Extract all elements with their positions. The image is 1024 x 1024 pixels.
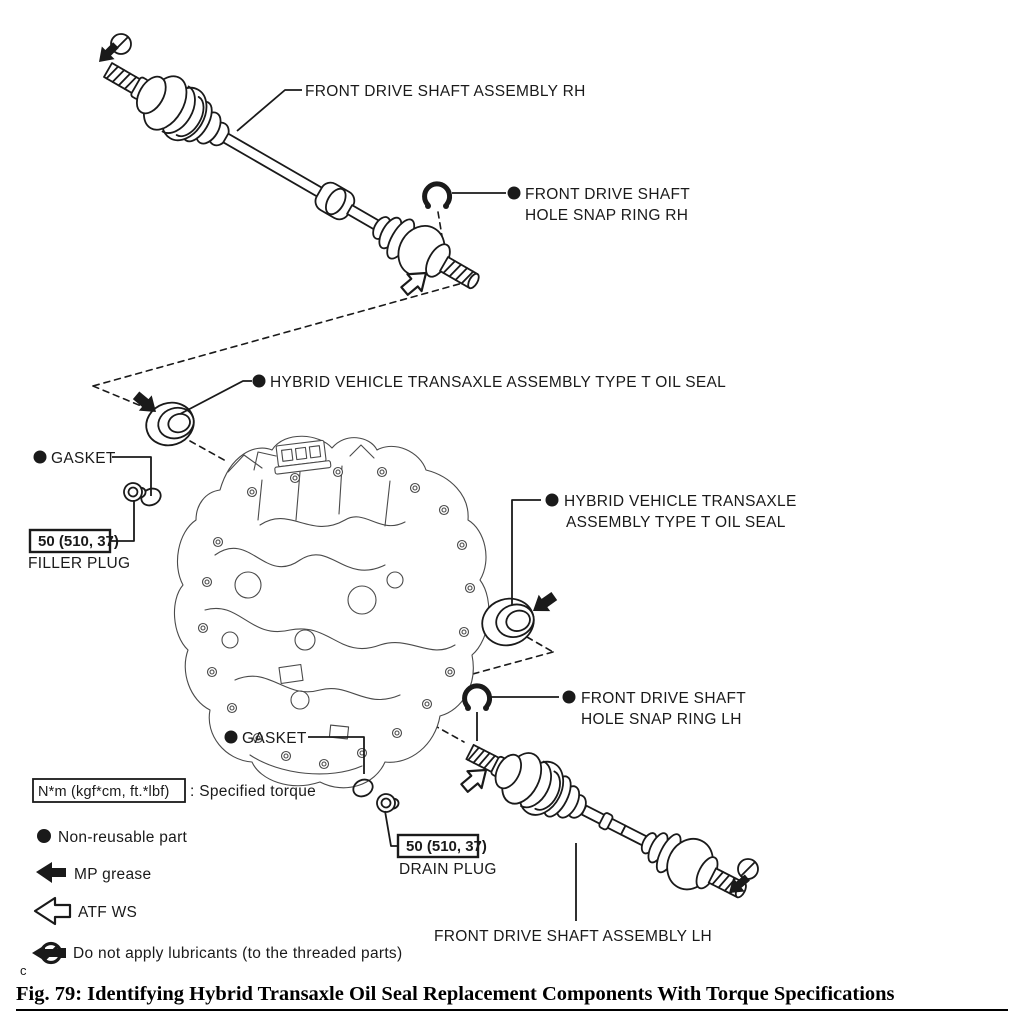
- transaxle-assembly-drawing: [174, 436, 488, 788]
- label-drain-plug: DRAIN PLUG: [399, 861, 497, 878]
- snap-ring-lh-bullet-icon: [563, 691, 576, 704]
- snap-ring-lh-drawing: [465, 686, 490, 741]
- figure-footnote: c: [20, 963, 27, 978]
- legend-non-reusable-text: Non-reusable part: [58, 829, 188, 846]
- oil-seal-top-bullet-icon: [253, 375, 266, 388]
- drain-torque-value: 50 (510, 37): [406, 838, 487, 855]
- legend-mp-grease-text: MP grease: [74, 866, 152, 883]
- label-snap-ring-lh-line1: FRONT DRIVE SHAFT: [581, 690, 746, 707]
- legend-torque-desc: : Specified torque: [190, 783, 317, 800]
- legend-no-lubricants-text: Do not apply lubricants (to the threaded parts): [73, 945, 403, 962]
- gasket-filler-bullet-icon: [34, 451, 47, 464]
- legend-torque: [33, 779, 316, 802]
- gasket-drain-bullet-icon: [225, 731, 238, 744]
- legend-atf-ws: [35, 898, 137, 924]
- label-snap-ring-rh-line2: HOLE SNAP RING RH: [525, 207, 689, 224]
- label-gasket-filler: GASKET: [51, 450, 116, 467]
- mp-grease-arrow-icon: [36, 862, 66, 883]
- label-shaft-assembly-lh: FRONT DRIVE SHAFT ASSEMBLY LH: [434, 928, 713, 945]
- label-filler-plug: FILLER PLUG: [28, 555, 131, 572]
- legend-atf-ws-text: ATF WS: [78, 904, 138, 921]
- filler-torque-value: 50 (510, 37): [38, 533, 119, 550]
- label-shaft-assembly-rh: FRONT DRIVE SHAFT ASSEMBLY RH: [305, 83, 586, 100]
- legend-torque-box-text: N*m (kgf*cm, ft.*lbf): [38, 784, 170, 800]
- drain-plug-drawing: [374, 790, 400, 814]
- legend-non-reusable: [37, 829, 188, 846]
- legend-mp-grease: [36, 862, 151, 883]
- atf-ws-arrow-icon: [35, 898, 70, 924]
- label-snap-ring-lh-line2: HOLE SNAP RING LH: [581, 711, 742, 728]
- oil-seal-right-bullet-icon: [546, 494, 559, 507]
- label-oil-seal-right-line1: HYBRID VEHICLE TRANSAXLE: [564, 493, 797, 510]
- snap-ring-rh-drawing: [425, 184, 450, 209]
- filler-plug-drawing: [121, 479, 147, 503]
- label-snap-ring-rh-line1: FRONT DRIVE SHAFT: [525, 186, 690, 203]
- label-gasket-drain: GASKET: [242, 730, 307, 747]
- legend: [32, 779, 402, 963]
- legend-no-lubricants: [32, 944, 402, 963]
- label-oil-seal-right-line2: ASSEMBLY TYPE T OIL SEAL: [566, 514, 786, 531]
- non-reusable-bullet-icon: [37, 829, 51, 843]
- filler-torque-spec: [30, 530, 119, 552]
- transaxle-connector-block: [272, 440, 331, 475]
- label-oil-seal-top: HYBRID VEHICLE TRANSAXLE ASSEMBLY TYPE T OIL SEAL: [270, 374, 727, 391]
- front-drive-shaft-lh-drawing: [457, 727, 757, 917]
- drain-torque-spec: [398, 835, 487, 857]
- no-lubricant-icon: [32, 944, 66, 963]
- snap-ring-rh-bullet-icon: [508, 187, 521, 200]
- figure-caption: Fig. 79: Identifying Hybrid Transaxle Oil Seal Replacement Components With Torque Specifications: [16, 983, 1008, 1011]
